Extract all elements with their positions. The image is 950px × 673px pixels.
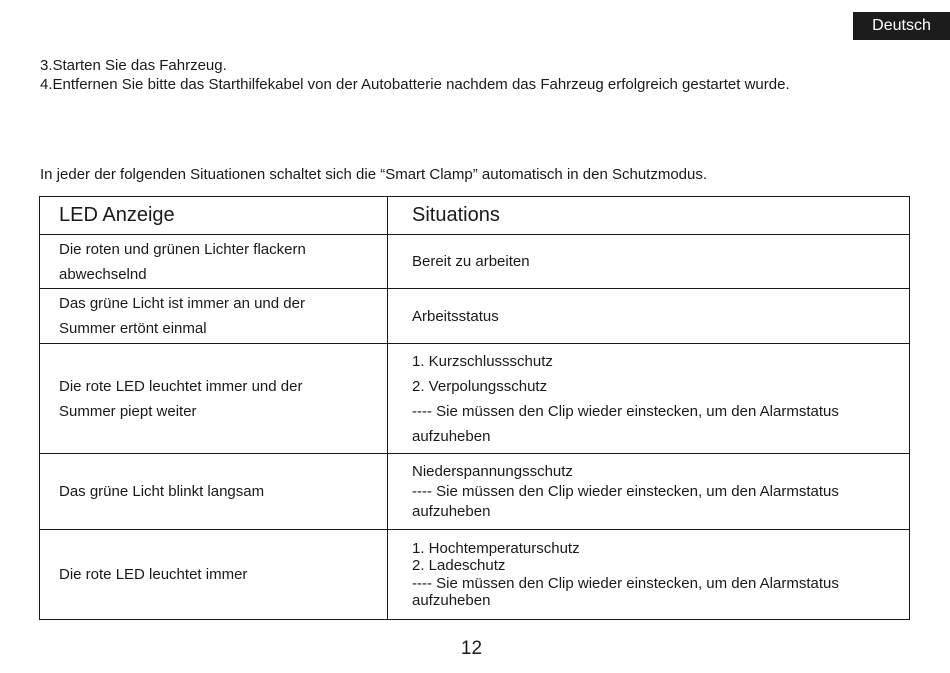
- led-line: Das grüne Licht ist immer an und der: [59, 295, 305, 312]
- table-row: [40, 344, 910, 454]
- led-cell: [40, 344, 388, 454]
- situation-line: aufzuheben: [412, 427, 491, 445]
- situation-line: ---- Sie müssen den Clip wieder einstecken, um den Alarmstatus: [412, 402, 839, 420]
- led-line: Die rote LED leuchtet immer und der: [59, 377, 303, 395]
- led-line: Das grüne Licht blinkt langsam: [59, 483, 265, 500]
- intro-paragraph: In jeder der folgenden Situationen schaltet sich die “Smart Clamp” automatisch in den Schutzmodus.: [40, 166, 708, 183]
- situation-line: aufzuheben: [412, 592, 491, 609]
- language-badge: Deutsch: [853, 12, 950, 40]
- situation-line: 2. Ladeschutz: [412, 557, 506, 574]
- situation-cell: [388, 235, 910, 289]
- led-line: Die rote LED leuchtet immer: [59, 566, 248, 583]
- led-cell: [40, 454, 388, 530]
- led-cell: [40, 289, 388, 344]
- situation-cell: [388, 454, 910, 530]
- situation-cell: [388, 530, 910, 620]
- table-header-row: [40, 197, 910, 235]
- situation-line: 2. Verpolungsschutz: [412, 377, 548, 395]
- situation-line: Bereit zu arbeiten: [412, 253, 530, 270]
- led-line: Summer ertönt einmal: [59, 320, 207, 337]
- led-status-table: [39, 196, 910, 620]
- situation-line: 1. Kurzschlussschutz: [412, 352, 553, 370]
- situation-line: 1. Hochtemperaturschutz: [412, 539, 580, 557]
- led-cell: [40, 530, 388, 620]
- table-row: [40, 235, 910, 289]
- step-4: 4.Entfernen Sie bitte das Starthilfekabel von der Autobatterie nachdem das Fahrzeug erfolgreich gestartet wurde.: [40, 76, 790, 93]
- page-number: 12: [460, 638, 483, 659]
- situation-line: Arbeitsstatus: [412, 307, 499, 325]
- header-led-indicator: LED Anzeige: [40, 197, 388, 235]
- instruction-steps: [40, 56, 790, 94]
- situation-line: aufzuheben: [412, 502, 491, 520]
- led-line: Summer piept weiter: [59, 402, 197, 420]
- step-3: 3.Starten Sie das Fahrzeug.: [40, 57, 227, 74]
- led-line: abwechselnd: [59, 265, 147, 283]
- situation-line: ---- Sie müssen den Clip wieder einstecken, um den Alarmstatus: [412, 482, 839, 500]
- table-row: [40, 530, 910, 620]
- table-row: [40, 454, 910, 530]
- situation-line: ---- Sie müssen den Clip wieder einstecken, um den Alarmstatus: [412, 574, 839, 592]
- table-row: [40, 289, 910, 344]
- situation-line: Niederspannungsschutz: [412, 462, 573, 480]
- header-situations: Situations: [388, 197, 910, 235]
- situation-cell: [388, 289, 910, 344]
- led-cell: [40, 235, 388, 289]
- led-line: Die roten und grünen Lichter flackern: [59, 240, 306, 258]
- situation-cell: [388, 344, 910, 454]
